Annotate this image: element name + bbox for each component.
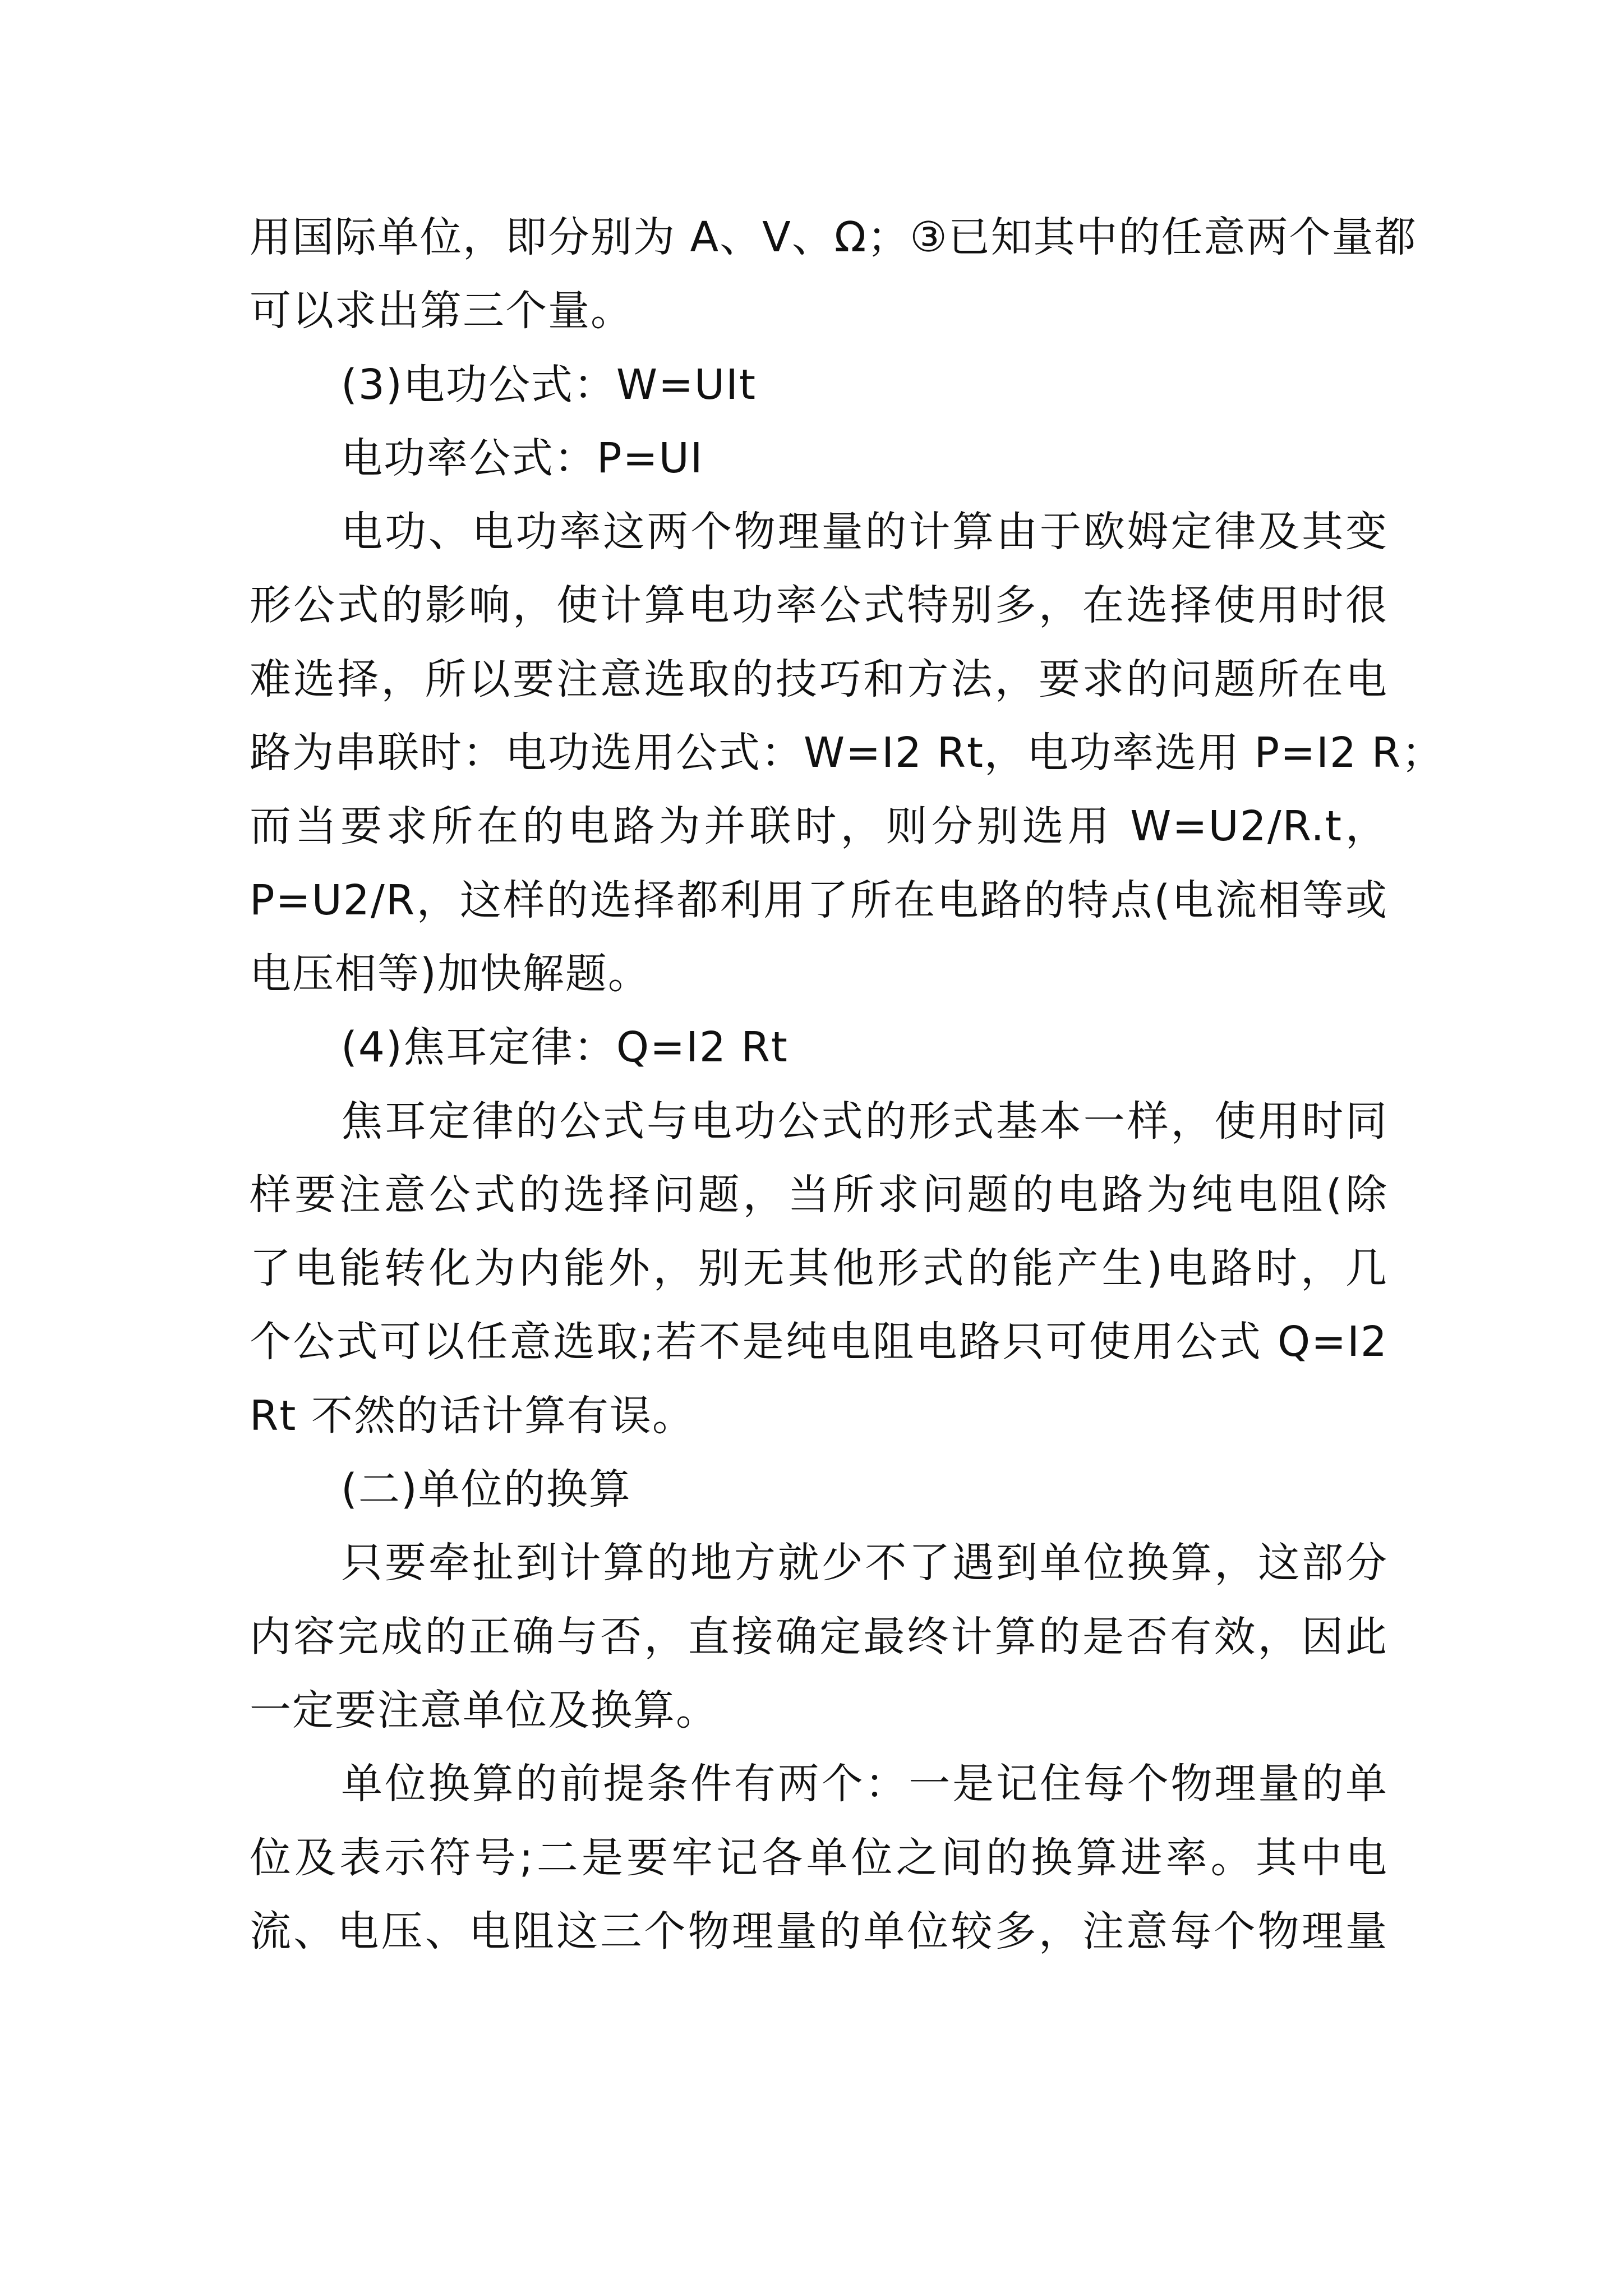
text-line: 位及表示符号;二是要牢记各单位之间的换算进率。其中电 [250,1833,1388,1882]
body-text [250,201,1445,1968]
text-line: 电压相等)加快解题。 [250,949,651,998]
text-line: 用国际单位，即分别为 A、V、Ω；③已知其中的任意两个量都 [250,213,1417,261]
text-line: 只要牵扯到计算的地方就少不了遇到单位换算，这部分 [341,1539,1388,1588]
formula-heading: (4)焦耳定律：Q=I2 Rt [341,1023,789,1072]
text-line: 可以求出第三个量。 [250,287,633,335]
text-line: 电功、电功率这两个物理量的计算由于欧姆定律及其变 [341,508,1388,556]
text-line: 一定要注意单位及换算。 [250,1686,718,1734]
text-line: 单位换算的前提条件有两个：一是记住每个物理量的单 [341,1760,1388,1809]
text-line: 流、电压、电阻这三个物理量的单位较多，注意每个物理量 [250,1907,1388,1955]
text-line: 难选择，所以要注意选取的技巧和方法，要求的问题所在电 [250,655,1388,703]
section-heading: (二)单位的换算 [341,1465,631,1514]
text-line: 样要注意公式的选择问题，当所求问题的电路为纯电阻(除 [250,1170,1388,1219]
formula-line: 电功率公式：P=UI [341,434,704,482]
text-line: 形公式的影响，使计算电功率公式特别多，在选择使用时很 [250,581,1388,630]
text-line: 路为串联时：电功选用公式：W=I2 Rt，电功率选用 P=I2 R； [250,729,1445,777]
text-line: 而当要求所在的电路为并联时，则分别选用 W=U2/R.t， [250,802,1388,851]
text-line: 内容完成的正确与否，直接确定最终计算的是否有效，因此 [250,1612,1388,1661]
text-line: P=U2/R，这样的选择都利用了所在电路的特点(电流相等或 [250,876,1388,924]
text-line: 个公式可以任意选取;若不是纯电阻电路只可使用公式 Q=I2 [250,1318,1388,1366]
formula-heading: (3)电功公式：W=UIt [341,360,757,409]
text-line: 了电能转化为内能外，别无其他形式的能产生)电路时，几 [250,1244,1388,1293]
text-line: Rt 不然的话计算有误。 [250,1391,695,1440]
text-line: 焦耳定律的公式与电功公式的形式基本一样，使用时同 [341,1097,1388,1145]
